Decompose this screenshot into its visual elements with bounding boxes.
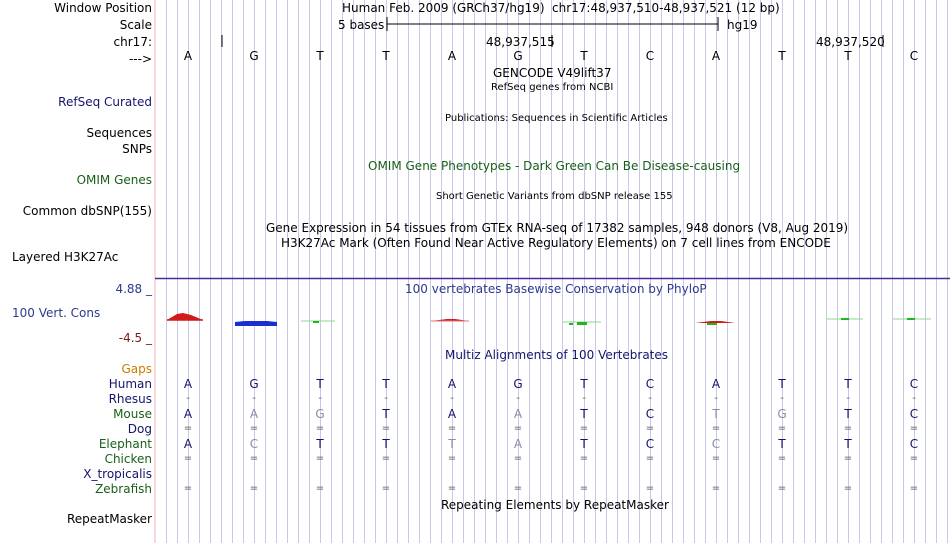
phylop-bar-7 — [563, 322, 601, 325]
chicken-base-1: = — [183, 453, 193, 464]
zebrafish-base-2: = — [249, 483, 259, 494]
rhesus-base-11: - — [846, 393, 850, 404]
zebrafish-base-3: = — [315, 483, 325, 494]
label-repeatmasker[interactable]: RepeatMasker — [66, 512, 152, 526]
human-base-9: A — [711, 377, 721, 391]
mouse-base-6: A — [513, 407, 523, 421]
dog-base-7: = — [579, 423, 589, 434]
elephant-base-6: A — [513, 437, 523, 451]
label-strand-arrow[interactable]: ---> — [128, 52, 152, 66]
publications-track-title: Publications: Sequences in Scientific Articles — [445, 113, 668, 124]
mouse-base-4: T — [382, 407, 390, 421]
zebrafish-base-7: = — [579, 483, 589, 494]
label-snps[interactable]: SNPs — [122, 142, 152, 156]
phylop-scale-min: -4.5 _ — [118, 331, 152, 345]
human-base-8: C — [645, 377, 655, 391]
base-9: A — [711, 49, 721, 63]
elephant-base-3: T — [316, 437, 324, 451]
coordinate-tick-1 — [548, 34, 556, 48]
dog-base-12: = — [909, 423, 919, 434]
zebrafish-base-9: = — [711, 483, 721, 494]
chicken-base-10: = — [777, 453, 787, 464]
dbsnp-track-title: Short Genetic Variants from dbSNP release 155 — [436, 191, 673, 202]
mouse-base-2: A — [249, 407, 259, 421]
chicken-base-5: = — [447, 453, 457, 464]
zebrafish-base-11: = — [843, 483, 853, 494]
chicken-base-11: = — [843, 453, 853, 464]
chicken-base-7: = — [579, 453, 589, 464]
phylop-bar-2 — [235, 321, 277, 326]
human-base-6: G — [513, 377, 523, 391]
elephant-base-11: T — [844, 437, 852, 451]
zebrafish-base-6: = — [513, 483, 523, 494]
human-base-11: T — [844, 377, 852, 391]
alignment-row-chicken — [155, 452, 950, 466]
human-base-12: C — [909, 377, 919, 391]
base-12: C — [909, 49, 919, 63]
rhesus-base-7: - — [582, 393, 586, 404]
rhesus-base-8: - — [648, 393, 652, 404]
position-tick — [218, 34, 226, 48]
dog-base-3: = — [315, 423, 325, 434]
rhesus-base-1: - — [186, 393, 190, 404]
zebrafish-base-1: = — [183, 483, 193, 494]
label-omim-genes[interactable]: OMIM Genes — [76, 173, 152, 187]
dog-base-9: = — [711, 423, 721, 434]
multiz-track-title: Multiz Alignments of 100 Vertebrates — [445, 348, 669, 362]
label-layered-h3k27ac[interactable]: Layered H3K27Ac — [12, 250, 119, 264]
phylop-track-title: 100 vertebrates Basewise Conservation by PhyloP — [405, 282, 707, 296]
dog-base-10: = — [777, 423, 787, 434]
dog-base-2: = — [249, 423, 259, 434]
alignment-row-zebrafish — [155, 482, 950, 496]
label-window-position[interactable]: Window Position — [54, 1, 152, 15]
label-mouse[interactable]: Mouse — [113, 407, 152, 421]
mouse-base-7: T — [580, 407, 588, 421]
dog-base-1: = — [183, 423, 193, 434]
dog-base-4: = — [381, 423, 391, 434]
human-base-5: A — [447, 377, 457, 391]
scale-db: hg19 — [727, 18, 758, 32]
base-2: G — [249, 49, 259, 63]
dog-base-8: = — [645, 423, 655, 434]
chicken-base-6: = — [513, 453, 523, 464]
coordinate-label-1: 48,937,515 — [486, 35, 555, 49]
zebrafish-base-8: = — [645, 483, 655, 494]
zebrafish-base-10: = — [777, 483, 787, 494]
base-sequence — [155, 49, 950, 63]
label-common-dbsnp[interactable]: Common dbSNP(155) — [22, 204, 152, 218]
h3k27ac-track-title: H3K27Ac Mark (Often Found Near Active Regulatory Elements) on 7 cell lines from ENCODE — [281, 236, 831, 250]
chicken-base-8: = — [645, 453, 655, 464]
rhesus-base-10: - — [780, 393, 784, 404]
base-1: A — [183, 49, 193, 63]
human-base-4: T — [382, 377, 390, 391]
elephant-base-7: T — [580, 437, 588, 451]
scale-bar — [385, 15, 721, 33]
phylop-bar-5 — [431, 319, 469, 321]
chicken-base-4: = — [381, 453, 391, 464]
base-6: G — [513, 49, 523, 63]
elephant-base-1: A — [183, 437, 193, 451]
phylop-bar-11 — [827, 318, 863, 320]
elephant-base-9: C — [711, 437, 721, 451]
label-elephant[interactable]: Elephant — [98, 437, 152, 451]
mouse-base-1: A — [183, 407, 193, 421]
mouse-base-3: G — [315, 407, 325, 421]
label-chicken[interactable]: Chicken — [104, 452, 152, 466]
repeatmasker-track-title: Repeating Elements by RepeatMasker — [441, 498, 669, 512]
label-rhesus[interactable]: Rhesus — [108, 392, 152, 406]
rhesus-base-5: - — [450, 393, 454, 404]
elephant-base-5: T — [448, 437, 456, 451]
label-scale[interactable]: Scale — [119, 18, 152, 32]
alignment-row-elephant — [155, 437, 950, 451]
human-base-7: T — [580, 377, 588, 391]
base-11: T — [844, 49, 852, 63]
omim-track-title: OMIM Gene Phenotypes - Dark Green Can Be Disease-causing — [368, 159, 741, 173]
dog-base-11: = — [843, 423, 853, 434]
elephant-base-8: C — [645, 437, 655, 451]
phylop-bar-1 — [167, 313, 203, 320]
human-base-1: A — [183, 377, 193, 391]
base-8: C — [645, 49, 655, 63]
label-sequences[interactable]: Sequences — [86, 126, 152, 140]
alignment-row-human — [155, 377, 950, 391]
chicken-base-12: = — [909, 453, 919, 464]
phylop-top-line — [155, 277, 950, 281]
chicken-base-9: = — [711, 453, 721, 464]
coordinate-tick-2 — [879, 34, 887, 48]
mouse-base-11: T — [844, 407, 852, 421]
rhesus-base-6: - — [516, 393, 520, 404]
phylop-bar-12 — [893, 318, 931, 320]
rhesus-base-3: - — [318, 393, 322, 404]
gencode-track-title[interactable]: GENCODE V49lift37 — [493, 66, 612, 80]
mouse-base-9: T — [712, 407, 720, 421]
alignment-row-dog — [155, 422, 950, 436]
rhesus-base-12: - — [912, 393, 916, 404]
alignment-row-mouse — [155, 407, 950, 421]
elephant-base-2: C — [249, 437, 259, 451]
base-7: T — [580, 49, 588, 63]
elephant-base-10: T — [778, 437, 786, 451]
human-base-3: T — [316, 377, 324, 391]
base-4: T — [382, 49, 390, 63]
elephant-base-4: T — [382, 437, 390, 451]
label-100-vert-cons[interactable]: 100 Vert. Cons — [12, 306, 101, 320]
human-base-2: G — [249, 377, 259, 391]
alignment-row-rhesus — [155, 392, 950, 406]
base-5: A — [447, 49, 457, 63]
zebrafish-base-4: = — [381, 483, 391, 494]
scale-text: 5 bases — [338, 18, 385, 32]
label-human[interactable]: Human — [108, 377, 152, 391]
phylop-scale-max: 4.88 _ — [115, 282, 152, 296]
coordinate-label-2: 48,937,520 — [816, 35, 885, 49]
assembly-title: Human Feb. 2009 (GRCh37/hg19) — [342, 1, 545, 15]
mouse-base-5: A — [447, 407, 457, 421]
elephant-base-12: C — [909, 437, 919, 451]
chicken-base-2: = — [249, 453, 259, 464]
refseq-track-subtitle: RefSeq genes from NCBI — [491, 82, 614, 93]
human-base-10: T — [778, 377, 786, 391]
mouse-base-12: C — [909, 407, 919, 421]
track-labels — [0, 0, 154, 543]
zebrafish-base-12: = — [909, 483, 919, 494]
dog-base-5: = — [447, 423, 457, 434]
phylop-bar-9 — [695, 321, 735, 325]
rhesus-base-4: - — [384, 393, 388, 404]
rhesus-base-9: - — [714, 393, 718, 404]
mouse-base-10: G — [777, 407, 787, 421]
base-10: T — [778, 49, 786, 63]
label-zebrafish[interactable]: Zebrafish — [95, 482, 152, 496]
dog-base-6: = — [513, 423, 523, 434]
mouse-base-8: C — [645, 407, 655, 421]
window-position-coords[interactable]: chr17:48,937,510-48,937,521 (12 bp) — [552, 1, 780, 15]
label-x-tropicalis[interactable]: X_tropicalis — [83, 467, 152, 481]
base-3: T — [316, 49, 324, 63]
rhesus-base-2: - — [252, 393, 256, 404]
phylop-conservation-graph — [155, 308, 950, 328]
gtex-track-title: Gene Expression in 54 tissues from GTEx RNA-seq of 17382 samples, 948 donors (V8, Aug 2019) — [266, 221, 849, 235]
label-gaps[interactable]: Gaps — [121, 362, 152, 376]
label-chr[interactable]: chr17: — [113, 35, 152, 49]
zebrafish-base-5: = — [447, 483, 457, 494]
label-refseq-curated[interactable]: RefSeq Curated — [58, 95, 152, 109]
label-dog[interactable]: Dog — [127, 422, 152, 436]
chicken-base-3: = — [315, 453, 325, 464]
phylop-bar-3 — [301, 321, 335, 323]
